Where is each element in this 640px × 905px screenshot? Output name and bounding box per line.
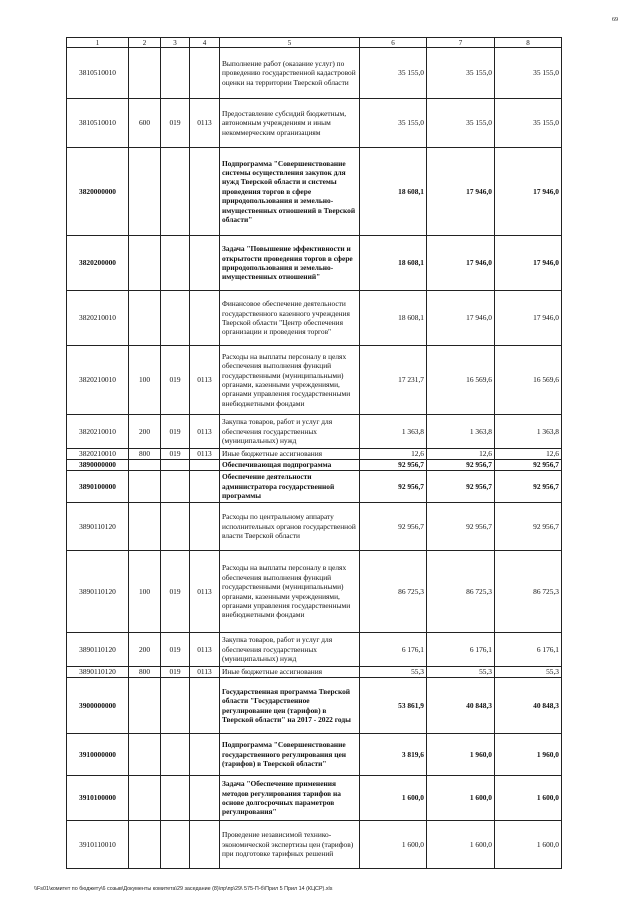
row-amount-cell: 12,6 [427,449,495,460]
row-expense-type-cell: 200 [129,633,161,667]
row-subsection-cell: 0113 [190,633,220,667]
row-description-cell: Закупка товаров, работ и услуг для обеспечения государственных (муниципальных) нужд [220,415,360,449]
row-section-cell [161,236,190,291]
row-section-cell: 019 [161,551,190,633]
row-section-cell [161,734,190,776]
row-section-cell [161,48,190,99]
row-code-cell: 3910000000 [67,734,129,776]
row-code-cell: 3890110120 [67,667,129,678]
row-section-cell [161,291,190,346]
row-subsection-cell [190,460,220,471]
row-amount-cell: 17 946,0 [495,236,562,291]
table-row [67,460,562,471]
row-subsection-cell [190,471,220,503]
row-section-cell [161,148,190,236]
row-code-cell: 3910110010 [67,821,129,869]
row-amount-cell: 35 155,0 [360,99,427,148]
row-code-cell: 3820200000 [67,236,129,291]
row-expense-type-cell [129,291,161,346]
header-cell: 1 [67,38,129,48]
table-body [67,48,562,869]
header-cell: 8 [495,38,562,48]
row-code-cell: 3820210010 [67,415,129,449]
row-expense-type-cell [129,148,161,236]
row-description-cell: Иные бюджетные ассигнования [220,667,360,678]
row-amount-cell: 17 946,0 [495,148,562,236]
table-row [67,449,562,460]
row-expense-type-cell: 100 [129,551,161,633]
row-amount-cell: 3 819,6 [360,734,427,776]
row-description-cell: Задача "Повышение эффективности и открытости проведения торгов в сфере природопользования и земельно-имущественных отношений" [220,236,360,291]
header-cell: 3 [161,38,190,48]
row-section-cell [161,503,190,551]
row-expense-type-cell [129,776,161,821]
row-amount-cell: 1 600,0 [427,776,495,821]
row-expense-type-cell [129,734,161,776]
row-amount-cell: 86 725,3 [427,551,495,633]
header-row [67,38,562,48]
row-description-cell: Закупка товаров, работ и услуг для обеспечения государственных (муниципальных) нужд [220,633,360,667]
row-amount-cell: 55,3 [360,667,427,678]
row-section-cell: 019 [161,415,190,449]
row-subsection-cell [190,678,220,734]
table-row [67,667,562,678]
row-amount-cell: 92 956,7 [360,471,427,503]
row-subsection-cell [190,48,220,99]
row-amount-cell: 92 956,7 [495,460,562,471]
row-section-cell: 019 [161,99,190,148]
row-amount-cell: 35 155,0 [427,48,495,99]
row-description-cell: Расходы на выплаты персоналу в целях обеспечения выполнения функций государственными (муниципальными) органами, казенными учреждениями, органами управления государственными внебюджетными фондами [220,346,360,415]
row-description-cell: Предоставление субсидий бюджетным, автономным учреждениям и иным некоммерческим организациям [220,99,360,148]
row-expense-type-cell [129,48,161,99]
row-section-cell [161,460,190,471]
row-amount-cell: 17 946,0 [427,236,495,291]
row-amount-cell: 17 231,7 [360,346,427,415]
header-cell: 7 [427,38,495,48]
row-amount-cell: 1 363,8 [360,415,427,449]
row-amount-cell: 1 363,8 [427,415,495,449]
row-amount-cell: 18 608,1 [360,148,427,236]
row-expense-type-cell [129,678,161,734]
row-amount-cell: 17 946,0 [427,291,495,346]
row-code-cell: 3890110120 [67,633,129,667]
file-path-footer: \\Fs01\комитет по бюджету\6 созыв\Документы комитета\29 заседание (8)\пр\пр\29\ 575-П-б\Прил 5 Прил 14 (КЦСР).xls [34,886,333,892]
row-section-cell [161,776,190,821]
row-description-cell: Обеспечение деятельности администратора государственной программы [220,471,360,503]
row-expense-type-cell: 800 [129,667,161,678]
row-code-cell: 3900000000 [67,678,129,734]
row-amount-cell: 35 155,0 [495,48,562,99]
table-row [67,346,562,415]
row-code-cell: 3810510010 [67,99,129,148]
row-amount-cell: 35 155,0 [427,99,495,148]
row-amount-cell: 92 956,7 [360,503,427,551]
row-code-cell: 3810510010 [67,48,129,99]
table-row [67,678,562,734]
row-expense-type-cell [129,460,161,471]
row-amount-cell: 16 569,6 [427,346,495,415]
row-code-cell: 3820210010 [67,291,129,346]
row-description-cell: Финансовое обеспечение деятельности государственного казенного учреждения Тверской области "Центр обеспечения организации и проведения торгов" [220,291,360,346]
row-code-cell: 3820000000 [67,148,129,236]
row-code-cell: 3820210010 [67,346,129,415]
row-description-cell: Государственная программа Тверской области "Государственное регулирование цен (тарифов) в Тверской области" на 2017 - 2022 годы [220,678,360,734]
row-amount-cell: 53 861,9 [360,678,427,734]
table-row [67,821,562,869]
row-section-cell: 019 [161,449,190,460]
row-code-cell: 3890110120 [67,503,129,551]
row-amount-cell: 6 176,1 [427,633,495,667]
row-amount-cell: 55,3 [427,667,495,678]
row-expense-type-cell: 100 [129,346,161,415]
row-amount-cell: 18 608,1 [360,291,427,346]
table-row [67,236,562,291]
row-subsection-cell: 0113 [190,99,220,148]
row-description-cell: Задача "Обеспечение применения методов регулирования тарифов на основе долгосрочных параметров регулирования" [220,776,360,821]
row-amount-cell: 12,6 [495,449,562,460]
row-subsection-cell [190,821,220,869]
row-amount-cell: 16 569,6 [495,346,562,415]
row-code-cell: 3820210010 [67,449,129,460]
row-expense-type-cell [129,236,161,291]
row-amount-cell: 1 363,8 [495,415,562,449]
row-amount-cell: 1 600,0 [427,821,495,869]
row-section-cell: 019 [161,346,190,415]
row-section-cell [161,821,190,869]
row-expense-type-cell [129,471,161,503]
table-row [67,633,562,667]
row-description-cell: Подпрограмма "Совершенствование государственного регулирования цен (тарифов) в Тверской области" [220,734,360,776]
row-amount-cell: 35 155,0 [495,99,562,148]
row-amount-cell: 92 956,7 [495,471,562,503]
row-amount-cell: 6 176,1 [495,633,562,667]
row-subsection-cell [190,236,220,291]
row-description-cell: Подпрограмма "Совершенствование системы осуществления закупок для нужд Тверской области и системы проведения торгов в сфере природопользования и земельно-имущественных отношений в Тверской области" [220,148,360,236]
row-expense-type-cell: 600 [129,99,161,148]
table-row [67,148,562,236]
row-code-cell: 3890110120 [67,551,129,633]
table-row [67,776,562,821]
row-subsection-cell [190,291,220,346]
page-number: 69 [612,17,618,23]
table-row [67,503,562,551]
row-subsection-cell [190,503,220,551]
row-code-cell: 3890100000 [67,471,129,503]
row-expense-type-cell [129,503,161,551]
row-expense-type-cell: 800 [129,449,161,460]
row-amount-cell: 1 600,0 [360,821,427,869]
header-cell: 5 [220,38,360,48]
row-expense-type-cell [129,821,161,869]
row-amount-cell: 12,6 [360,449,427,460]
table-row [67,48,562,99]
row-amount-cell: 92 956,7 [427,460,495,471]
row-amount-cell: 86 725,3 [495,551,562,633]
row-amount-cell: 40 848,3 [427,678,495,734]
row-amount-cell: 18 608,1 [360,236,427,291]
table-row [67,99,562,148]
row-amount-cell: 1 960,0 [495,734,562,776]
row-description-cell: Обеспечивающая подпрограмма [220,460,360,471]
row-subsection-cell: 0113 [190,449,220,460]
table-row [67,291,562,346]
row-subsection-cell: 0113 [190,551,220,633]
row-amount-cell: 92 956,7 [427,471,495,503]
row-amount-cell: 6 176,1 [360,633,427,667]
row-subsection-cell: 0113 [190,667,220,678]
table-row [67,415,562,449]
row-code-cell: 3890000000 [67,460,129,471]
row-section-cell: 019 [161,633,190,667]
row-description-cell: Расходы по центральному аппарату исполнительных органов государственной власти Тверской области [220,503,360,551]
row-description-cell: Расходы на выплаты персоналу в целях обеспечения выполнения функций государственными (муниципальными) органами, казенными учреждениями, органами управления государственными внебюджетными фондами [220,551,360,633]
row-amount-cell: 92 956,7 [427,503,495,551]
row-amount-cell: 17 946,0 [427,148,495,236]
budget-table [66,37,562,869]
header-cell: 4 [190,38,220,48]
row-code-cell: 3910100000 [67,776,129,821]
row-amount-cell: 1 600,0 [360,776,427,821]
header-cell: 6 [360,38,427,48]
table-row [67,471,562,503]
row-amount-cell: 1 600,0 [495,776,562,821]
row-amount-cell: 40 848,3 [495,678,562,734]
row-section-cell [161,678,190,734]
row-subsection-cell [190,148,220,236]
row-amount-cell: 17 946,0 [495,291,562,346]
row-subsection-cell [190,734,220,776]
row-amount-cell: 92 956,7 [495,503,562,551]
row-amount-cell: 86 725,3 [360,551,427,633]
row-description-cell: Выполнение работ (оказание услуг) по проведению государственной кадастровой оценки на территории Тверской области [220,48,360,99]
table-row [67,734,562,776]
row-amount-cell: 35 155,0 [360,48,427,99]
row-subsection-cell: 0113 [190,346,220,415]
row-amount-cell: 1 600,0 [495,821,562,869]
row-section-cell [161,471,190,503]
row-description-cell: Иные бюджетные ассигнования [220,449,360,460]
row-description-cell: Проведение независимой технико-экономической экспертизы цен (тарифов) при подготовке тарифных решений [220,821,360,869]
table-row [67,551,562,633]
row-subsection-cell [190,776,220,821]
row-subsection-cell: 0113 [190,415,220,449]
row-amount-cell: 55,3 [495,667,562,678]
row-section-cell: 019 [161,667,190,678]
row-amount-cell: 92 956,7 [360,460,427,471]
row-amount-cell: 1 960,0 [427,734,495,776]
header-cell: 2 [129,38,161,48]
row-expense-type-cell: 200 [129,415,161,449]
